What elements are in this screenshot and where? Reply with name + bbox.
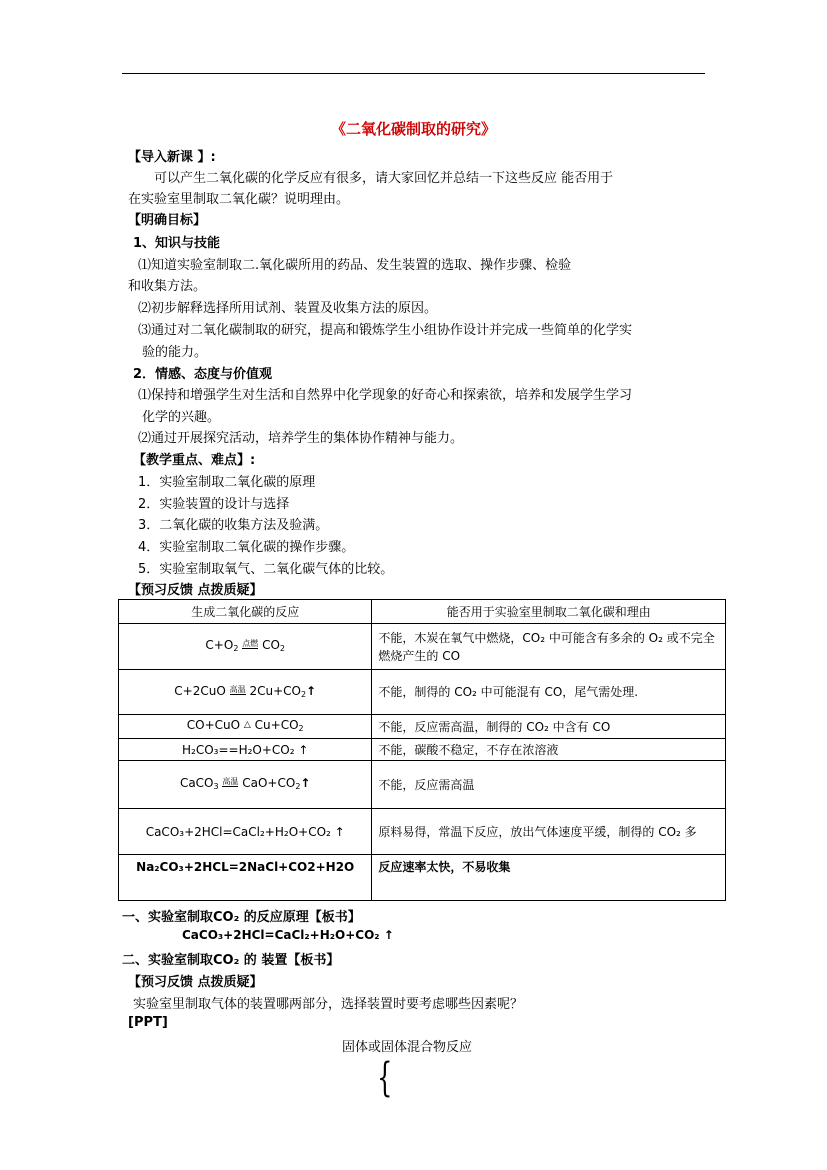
intro-line-2: 在实验室里制取二氧化碳？说明理由。 (128, 192, 350, 207)
table-row (119, 809, 726, 855)
key-point: 4．实验室制取二氧化碳的操作步骤。 (138, 540, 355, 555)
table-header: 能否用于实验室里制取二氧化碳和理由 (372, 600, 726, 624)
objective-1a: ⑴知道实验室制取二.氧化碳所用的药品、发生装置的选取、操作步骤、检验 (138, 258, 572, 273)
preview-heading: 【预习反馈 点拨质疑】 (128, 583, 263, 598)
objective-2: ⑵初步解释选择所用试剂、装置及收集方法的原因。 (138, 301, 438, 316)
section2-sub-heading: 【预习反馈 点拨质疑】 (128, 975, 263, 990)
table-header-row (119, 600, 726, 624)
table-row (119, 624, 726, 670)
reaction-reason: 不能，木炭在氧气中燃烧，CO₂ 中可能含有多余的 O₂ 或不完全燃烧产生的 CO (372, 624, 726, 670)
objective-1b: 和收集方法。 (128, 279, 207, 294)
table-row (119, 739, 726, 761)
reaction-reason: 不能，碳酸不稳定，不存在浓溶液 (372, 739, 726, 761)
section1-heading: 一、实验室制取CO₂ 的反应原理【板书】 (122, 910, 361, 925)
reaction-reason: 不能，反应需高温，制得的 CO₂ 中含有 CO (372, 715, 726, 739)
section1-equation: CaCO₃+2HCl=CaCl₂+H₂O+CO₂ ↑ (182, 928, 394, 942)
reaction-equation: $C+O_2$ $^{点燃}$ $CO_2$ (119, 624, 372, 670)
table-row (119, 715, 726, 739)
objectives-sec2: 2．情感、态度与价值观 (133, 367, 273, 382)
header-rule (122, 73, 705, 74)
reaction-equation: CaCO$_3$ $^{高温}$ $CaO+CO_2↑$ (119, 761, 372, 809)
key-point: 3．二氧化碳的收集方法及验满。 (138, 518, 329, 533)
ppt-label: [PPT] (128, 1015, 168, 1030)
table-row (119, 855, 726, 901)
section2-heading: 二、实验室制取CO₂ 的 装置【板书】 (122, 953, 340, 968)
key-point: 1．实验室制取二氧化碳的原理 (138, 475, 316, 490)
reaction-reason: 不能，反应需高温 (372, 761, 726, 809)
reaction-equation: CaCO₃+2HCl=CaCl₂+H₂O+CO₂ ↑ (119, 809, 372, 855)
reaction-reason: 反应速率太快，不易收集 (372, 855, 726, 901)
objective-3b: 验的能力。 (142, 345, 208, 360)
reaction-equation: CO+CuO △ $Cu+CO_2$ (119, 715, 372, 739)
table-row (119, 670, 726, 715)
table-header: 生成二氧化碳的反应 (119, 600, 372, 624)
objective-4b: 化学的兴趣。 (142, 410, 221, 425)
page-title: 《二氧化碳制取的研究》 (330, 120, 496, 138)
intro-line-1: 可以产生二氧化碳的化学反应有很多，请大家回忆并总结一下这些反应 能否用于 (154, 171, 614, 186)
diagram-text: 固体或固体混合物反应 (342, 1040, 473, 1055)
key-points-heading: 【教学重点、难点】: (133, 453, 256, 468)
objective-5: ⑵通过开展探究活动，培养学生的集体协作精神与能力。 (138, 431, 464, 446)
reaction-reason: 原料易得，常温下反应，放出气体速度平缓，制得的 CO₂ 多 (372, 809, 726, 855)
brace-icon: { (377, 1055, 393, 1101)
reaction-equation: Na₂CO₃+2HCL=2NaCl+CO2+H2O (119, 855, 372, 901)
objectives-heading: 【明确目标】 (128, 213, 207, 228)
intro-heading: 【导入新课 】: (128, 150, 216, 165)
table-row (119, 761, 726, 809)
reaction-table (118, 599, 726, 901)
objective-4a: ⑴保持和增强学生对生活和自然界中化学现象的好奇心和探索欲，培养和发展学生学习 (138, 388, 633, 403)
reaction-equation: H₂CO₃==H₂O+CO₂ ↑ (119, 739, 372, 761)
reaction-equation: C+2CuO $^{高温}$ $2Cu+CO_2↑$ (119, 670, 372, 715)
objective-3a: ⑶通过对二氧化碳制取的研究，提高和锻炼学生小组协作设计并完成一些简单的化学实 (138, 323, 633, 338)
reaction-reason: 不能，制得的 CO₂ 中可能混有 CO，尾气需处理. (372, 670, 726, 715)
section2-question: 实验室里制取气体的装置哪两部分，选择装置时要考虑哪些因素呢？ (133, 997, 524, 1012)
key-point: 2．实验装置的设计与选择 (138, 497, 290, 512)
objectives-sec1: 1、知识与技能 (133, 236, 221, 251)
key-point: 5．实验室制取氧气、二氧化碳气体的比较。 (138, 562, 394, 577)
